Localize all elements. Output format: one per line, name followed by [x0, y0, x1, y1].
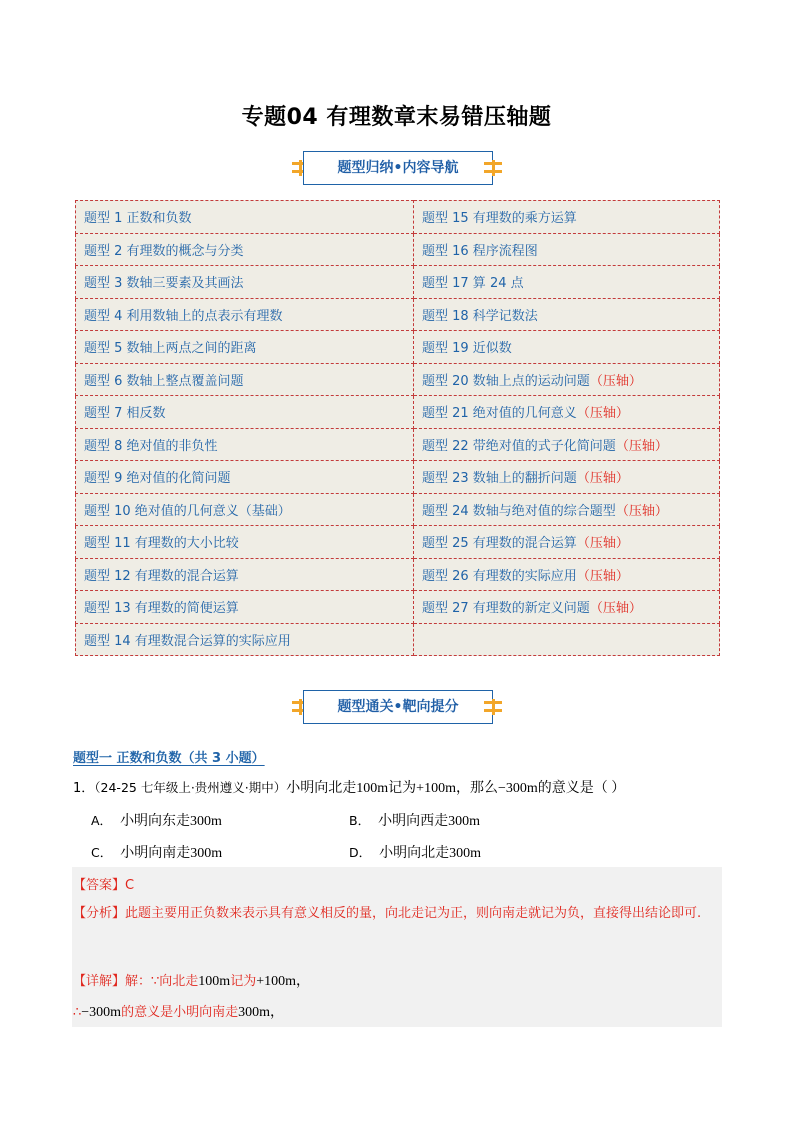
nav-item-axis-tag: （压轴）	[576, 406, 629, 422]
nav-item-label: 题型 16 程序流程图	[422, 243, 538, 259]
nav-item-axis-tag: （压轴）	[576, 471, 629, 487]
right-decoration-icon	[484, 160, 504, 176]
nav-item-link[interactable]	[76, 266, 414, 299]
nav-item-link[interactable]	[414, 201, 720, 234]
nav-item-label: 题型 22 带绝对值的式子化简问题	[422, 438, 616, 454]
nav-item-label: 题型 17 算 24 点	[422, 276, 524, 292]
nav-item-link[interactable]	[76, 461, 414, 494]
nav-item-link[interactable]	[76, 591, 414, 624]
nav-table-row	[76, 266, 720, 299]
nav-item-link[interactable]	[76, 526, 414, 559]
nav-item-link[interactable]	[414, 526, 720, 559]
nav-item-link[interactable]	[414, 558, 720, 591]
nav-item-label: 题型 24 数轴与绝对值的综合题型	[422, 503, 616, 519]
nav-table-row	[76, 396, 720, 429]
nav-item-axis-tag: （压轴）	[615, 503, 668, 519]
nav-table-row	[76, 201, 720, 234]
nav-item-link[interactable]	[76, 396, 414, 429]
right-decoration-icon	[484, 699, 504, 715]
nav-table-row	[76, 623, 720, 656]
nav-table-row	[76, 591, 720, 624]
question-source: （24-25 七年级上·贵州遵义·期中）	[94, 780, 287, 795]
analysis-text: 此题主要用正负数来表示具有意义相反的量，向北走记为正，则向南走就记为负，直接得出结论即可.	[125, 906, 702, 921]
nav-item-label: 题型 25 有理数的混合运算	[422, 536, 577, 552]
nav-table-row	[76, 233, 720, 266]
nav-item-axis-tag: （压轴）	[576, 536, 629, 552]
nav-item-link[interactable]	[414, 266, 720, 299]
nav-item-label: 题型 11 有理数的大小比较	[84, 536, 239, 552]
nav-item-label: 题型 6 数轴上整点覆盖问题	[84, 373, 244, 389]
nav-item-axis-tag: （压轴）	[576, 568, 629, 584]
nav-item-link[interactable]	[414, 428, 720, 461]
nav-item-link[interactable]	[76, 493, 414, 526]
nav-item-label: 题型 27 有理数的新定义问题	[422, 601, 590, 617]
nav-item-label: 题型 14 有理数混合运算的实际应用	[84, 633, 291, 649]
nav-empty-cell	[414, 623, 720, 656]
analysis-paragraph	[73, 898, 721, 929]
nav-item-link[interactable]	[414, 363, 720, 396]
question-number: 1．	[73, 781, 95, 796]
option-a: A． 小明向东走300m	[91, 813, 222, 829]
type-1-heading-link[interactable]: 题型一 正数和负数（共 3 小题）	[73, 751, 265, 766]
nav-item-link[interactable]	[414, 396, 720, 429]
question-text: 小明向北走100m记为+100m，那么−300m的意义是（ ）	[286, 781, 626, 796]
nav-item-link[interactable]	[76, 298, 414, 331]
nav-section-header	[0, 151, 793, 187]
nav-table-row	[76, 363, 720, 396]
nav-item-link[interactable]	[414, 461, 720, 494]
nav-item-axis-tag: （压轴）	[589, 373, 642, 389]
page-title: 专题04 有理数章末易错压轴题	[241, 105, 552, 130]
nav-item-link[interactable]	[76, 558, 414, 591]
nav-item-label: 题型 12 有理数的混合运算	[84, 568, 239, 584]
nav-item-label: 题型 2 有理数的概念与分类	[84, 243, 244, 259]
nav-item-label: 题型 5 数轴上两点之间的距离	[84, 341, 257, 357]
nav-item-label: 题型 1 正数和负数	[84, 211, 192, 227]
nav-item-label: 题型 23 数轴上的翻折问题	[422, 471, 577, 487]
question-1-stem	[73, 777, 723, 797]
analysis-tag: 【分析】	[73, 906, 126, 921]
option-b: B． 小明向西走300m	[349, 813, 480, 829]
nav-item-label: 题型 9 绝对值的化简问题	[84, 471, 231, 487]
nav-section-label: 题型归纳•内容导航	[303, 151, 493, 185]
nav-item-link[interactable]	[76, 623, 414, 656]
nav-item-label: 题型 20 数轴上点的运动问题	[422, 373, 590, 389]
detail-tag: 【详解】	[73, 974, 126, 989]
nav-table-row	[76, 526, 720, 559]
nav-item-axis-tag: （压轴）	[615, 438, 668, 454]
option-c: C． 小明向南走300m	[91, 845, 223, 861]
answer-line	[73, 874, 134, 894]
answer-tag: 【答案】	[73, 878, 126, 893]
nav-item-link[interactable]	[414, 298, 720, 331]
answer-value: C	[125, 878, 135, 893]
detail-line: 【详解】解：∵向北走100m记为+100m，	[73, 974, 310, 989]
nav-item-label: 题型 3 数轴三要素及其画法	[84, 276, 244, 292]
nav-item-link[interactable]	[414, 233, 720, 266]
nav-table-row	[76, 298, 720, 331]
nav-table-row	[76, 558, 720, 591]
nav-item-label: 题型 8 绝对值的非负性	[84, 438, 218, 454]
nav-item-link[interactable]	[76, 233, 414, 266]
practice-section-header	[0, 690, 793, 726]
nav-item-link[interactable]	[76, 331, 414, 364]
nav-item-label: 题型 26 有理数的实际应用	[422, 568, 577, 584]
question-type-navigation-table	[75, 200, 720, 656]
nav-item-label: 题型 19 近似数	[422, 341, 512, 357]
nav-item-label: 题型 10 绝对值的几何意义（基础）	[84, 503, 291, 519]
nav-item-label: 题型 4 利用数轴上的点表示有理数	[84, 308, 283, 324]
nav-table-row	[76, 493, 720, 526]
nav-table-row	[76, 331, 720, 364]
conclusion-line: ∴−300m的意义是小明向南走300m，	[73, 1005, 284, 1020]
nav-item-axis-tag: （压轴）	[589, 601, 642, 617]
nav-table-row	[76, 428, 720, 461]
nav-item-label: 题型 21 绝对值的几何意义	[422, 406, 577, 422]
nav-item-link[interactable]	[76, 428, 414, 461]
practice-section-label: 题型通关•靶向提分	[303, 690, 493, 724]
nav-item-label: 题型 13 有理数的简便运算	[84, 601, 239, 617]
option-d: D． 小明向北走300m	[349, 845, 482, 861]
nav-item-label: 题型 15 有理数的乘方运算	[422, 211, 577, 227]
nav-item-label: 题型 18 科学记数法	[422, 308, 538, 324]
nav-item-link[interactable]	[414, 591, 720, 624]
nav-item-link[interactable]	[76, 363, 414, 396]
nav-table-row	[76, 461, 720, 494]
nav-item-link[interactable]	[414, 331, 720, 364]
nav-item-label: 题型 7 相反数	[84, 406, 166, 422]
nav-item-link[interactable]	[414, 493, 720, 526]
nav-item-link[interactable]	[76, 201, 414, 234]
